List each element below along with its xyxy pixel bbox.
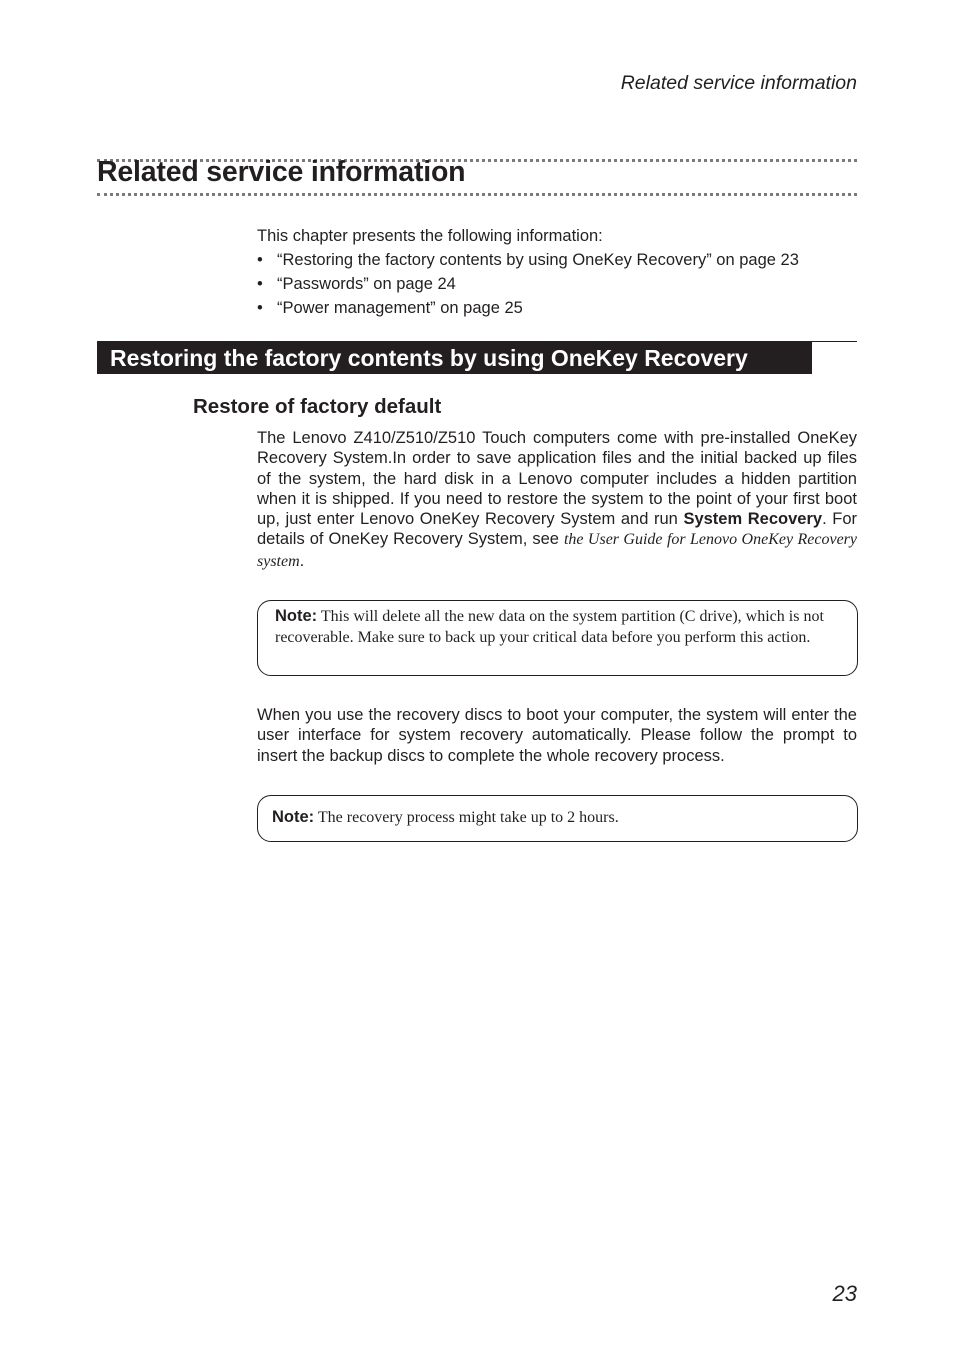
intro-list-item[interactable]: • “Passwords” on page 24 [257, 272, 857, 296]
page-number: 23 [832, 1281, 857, 1306]
subsection-heading: Restore of factory default [193, 395, 442, 418]
note-box-duration [257, 795, 858, 842]
chapter-title: Related service information [97, 156, 466, 188]
system-recovery-term: System Recovery [683, 510, 823, 529]
chapter-rule-bottom [97, 193, 857, 196]
note-text: This will delete all the new data on the system partition (C drive), which is not recoverable. Make sure to back up your critical data before you perform this action. [275, 608, 824, 646]
running-header: Related service information [620, 72, 857, 94]
restore-paragraph: The Lenovo Z410/Z510/Z510 Touch computers come with pre-installed OneKey Recovery System.In order to save application files and the initial backed up files of the system, the hard disk in a Lenovo computer includes a hidden partition when it is shipped. If you need to restore the system to the point of your first boot up, just enter Lenovo OneKey Recovery System and run System Recovery. For details of OneKey Recovery System, see the User Guide for Lenovo OneKey Recovery system. [257, 429, 858, 570]
note-label: Note: [275, 607, 318, 625]
chapter-intro [257, 224, 857, 320]
note-box-warning [257, 600, 858, 676]
intro-lead: This chapter presents the following information: [257, 227, 603, 245]
user-guide-reference: the User Guide for Lenovo OneKey Recovery system [257, 531, 858, 570]
note-label: Note: [272, 808, 315, 826]
bullet-icon: • [257, 275, 263, 293]
intro-list-item[interactable]: • “Restoring the factory contents by using OneKey Recovery” on page 23 [257, 248, 857, 272]
intro-list-item[interactable]: • “Power management” on page 25 [257, 296, 857, 320]
recovery-discs-paragraph: When you use the recovery discs to boot your computer, the system will enter the user interface for system recovery automatically. Please follow the prompt to insert the backup discs to complete the whole recovery process. [257, 706, 857, 765]
bullet-icon: • [257, 251, 263, 269]
note-text: The recovery process might take up to 2 hours. [314, 809, 619, 826]
section-title: Restoring the factory contents by using OneKey Recovery [97, 342, 812, 374]
bullet-icon: • [257, 299, 263, 317]
intro-list [257, 248, 857, 320]
